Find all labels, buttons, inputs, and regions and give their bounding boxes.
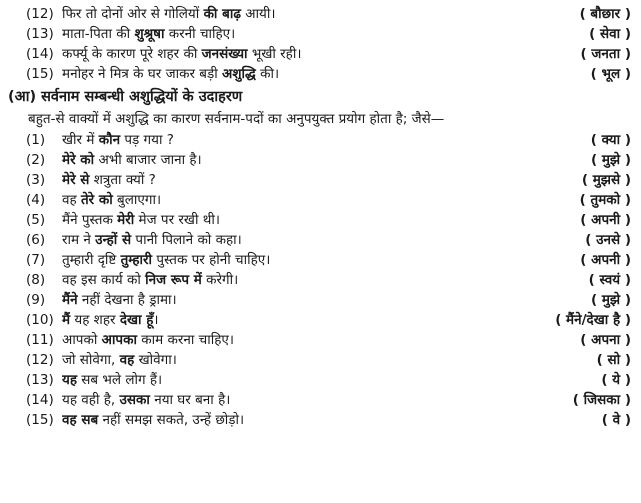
sentence-text: भूखी रही।: [247, 46, 302, 62]
correct-answer: ( जिसका ): [572, 392, 631, 408]
example-row: [8, 230, 631, 250]
example-sentence: [62, 330, 580, 350]
sentence-text: अभी बाजार जाना है।: [94, 152, 202, 168]
example-number: (15): [26, 66, 54, 82]
sentence-text: सब भले लोग हैं।: [77, 372, 163, 388]
incorrect-word: वह सब: [62, 412, 99, 428]
top-example-list: [8, 4, 631, 84]
example-number: (2): [26, 152, 46, 168]
example-row: [8, 64, 631, 84]
section-heading: (आ) सर्वनाम सम्बन्धी अशुद्धियों के उदाहरण: [8, 89, 243, 105]
sentence-text: नहीं समझ सकते, उन्हें छोड़ो।: [98, 412, 245, 428]
incorrect-word: वह: [119, 352, 135, 368]
example-sentence: [62, 150, 591, 170]
sentence-text: वह: [62, 192, 81, 208]
sentence-text: कर्फ्यू के कारण पूरे शहर की: [62, 46, 202, 62]
sentence-text: मनोहर ने मित्र के घर जाकर बड़ी: [62, 66, 223, 82]
example-number: (4): [26, 192, 46, 208]
example-number: (11): [26, 332, 54, 348]
example-row: [8, 250, 631, 270]
correct-answer: ( क्या ): [590, 132, 631, 148]
incorrect-word: तुम्हारी: [120, 252, 153, 268]
sentence-text: फिर तो दोनों ओर से गोलियों: [62, 6, 204, 22]
example-number: (7): [26, 252, 46, 268]
sentence-text: आयी।: [240, 6, 276, 22]
example-sentence: [62, 410, 602, 430]
example-number: (12): [26, 352, 54, 368]
sentence-text: नया घर बना है।: [149, 392, 231, 408]
sentence-text: मैंने पुस्तक: [62, 212, 118, 228]
sentence-text: ।: [153, 312, 159, 328]
example-sentence: [62, 390, 573, 410]
correct-answer: ( बौछार ): [579, 6, 631, 22]
example-row: [8, 150, 631, 170]
example-number: (13): [26, 372, 54, 388]
example-number: (9): [26, 292, 46, 308]
sentence-text: पानी पिलाने को कहा।: [131, 232, 242, 248]
sentence-text: करेगी।: [201, 272, 239, 288]
sentence-text: करनी चाहिए।: [164, 26, 236, 42]
correct-answer: ( जनता ): [580, 46, 631, 62]
correct-answer: ( तुमको ): [579, 192, 631, 208]
incorrect-word: तेरे को: [80, 192, 113, 208]
sentence-text: मेज पर रखी थी।: [134, 212, 220, 228]
incorrect-word: मेरे को: [62, 152, 95, 168]
example-sentence: [62, 350, 597, 370]
correct-answer: ( वे ): [601, 412, 631, 428]
example-number: (14): [26, 392, 54, 408]
example-sentence: [62, 190, 580, 210]
example-number: (5): [26, 212, 46, 228]
example-sentence: [62, 170, 582, 190]
sentence-text: यह शहर: [70, 312, 120, 328]
correct-answer: ( भूल ): [590, 66, 631, 82]
example-sentence: [62, 230, 585, 250]
sentence-text: माता-पिता की: [62, 26, 135, 42]
example-sentence: [62, 290, 591, 310]
incorrect-word: देखा हूँ: [119, 312, 154, 328]
incorrect-word: उन्हों से: [95, 232, 132, 248]
example-row: [8, 24, 631, 44]
correct-answer: ( ये ): [601, 372, 631, 388]
sentence-text: जो सोवेगा,: [62, 352, 120, 368]
example-number: (1): [26, 132, 46, 148]
example-number: (8): [26, 272, 46, 288]
example-number: (10): [26, 312, 54, 328]
incorrect-word: मेरे से: [62, 172, 90, 188]
correct-answer: ( अपनी ): [580, 212, 631, 228]
correct-answer: ( मुझे ): [590, 152, 631, 168]
intro-paragraph: बहुत-से वाक्यों में अशुद्धि का कारण सर्वनाम-पदों का अनुपयुक्त प्रयोग होता है; जैसे—: [28, 111, 445, 127]
example-sentence: [62, 370, 601, 390]
incorrect-word: आपका: [101, 332, 137, 348]
example-row: [8, 130, 631, 150]
incorrect-word: शुश्रूषा: [134, 26, 165, 42]
sentence-text: नहीं देखना है ड्रामा।: [77, 292, 177, 308]
sentence-text: की।: [255, 66, 280, 82]
example-row: [8, 310, 631, 330]
sentence-text: शत्रुता क्यों ?: [89, 172, 156, 188]
pronoun-example-list: [8, 130, 631, 430]
example-sentence: [62, 250, 580, 270]
example-row: [8, 44, 631, 64]
incorrect-word: उसका: [119, 392, 150, 408]
incorrect-word: निज रूप में: [145, 272, 202, 288]
correct-answer: ( उनसे ): [585, 232, 631, 248]
sentence-text: पुस्तक पर होनी चाहिए।: [152, 252, 271, 268]
example-row: [8, 170, 631, 190]
example-row: [8, 350, 631, 370]
sentence-text: यह वही है,: [62, 392, 120, 408]
example-sentence: [62, 24, 589, 44]
correct-answer: ( सेवा ): [589, 26, 631, 42]
incorrect-word: की बाढ़: [203, 6, 241, 22]
sentence-text: खीर में: [62, 132, 99, 148]
sentence-text: तुम्हारी दृष्टि: [62, 252, 121, 268]
sentence-text: काम करना चाहिए।: [136, 332, 234, 348]
example-row: [8, 4, 631, 24]
example-row: [8, 410, 631, 430]
example-sentence: [62, 310, 555, 330]
example-row: [8, 270, 631, 290]
incorrect-word: मैं: [62, 312, 71, 328]
correct-answer: ( मुझसे ): [581, 172, 631, 188]
sentence-text: खोवेगा।: [134, 352, 177, 368]
example-row: [8, 390, 631, 410]
correct-answer: ( सो ): [596, 352, 631, 368]
incorrect-word: जनसंख्या: [201, 46, 248, 62]
correct-answer: ( मुझे ): [590, 292, 631, 308]
example-number: (15): [26, 412, 54, 428]
example-sentence: [62, 4, 580, 24]
correct-answer: ( अपना ): [580, 332, 631, 348]
example-number: (12): [26, 6, 54, 22]
example-sentence: [62, 64, 591, 84]
example-sentence: [62, 130, 591, 150]
example-sentence: [62, 44, 581, 64]
incorrect-word: यह: [62, 372, 77, 388]
example-row: [8, 330, 631, 350]
sentence-text: बुलाएगा।: [112, 192, 162, 208]
example-row: [8, 190, 631, 210]
example-row: [8, 290, 631, 310]
sentence-text: वह इस कार्य को: [62, 272, 146, 288]
incorrect-word: मैंने: [62, 292, 78, 308]
correct-answer: ( स्वयं ): [588, 272, 631, 288]
example-number: (6): [26, 232, 46, 248]
example-row: [8, 370, 631, 390]
sentence-text: आपको: [62, 332, 102, 348]
example-number: (3): [26, 172, 46, 188]
example-row: [8, 210, 631, 230]
sentence-text: राम ने: [62, 232, 96, 248]
incorrect-word: मेरी: [117, 212, 135, 228]
example-number: (14): [26, 46, 54, 62]
example-sentence: [62, 210, 580, 230]
incorrect-word: कौन: [98, 132, 121, 148]
sentence-text: पड़ गया ?: [120, 132, 174, 148]
correct-answer: ( अपनी ): [580, 252, 631, 268]
correct-answer: ( मैंने/देखा है ): [555, 312, 631, 328]
example-number: (13): [26, 26, 54, 42]
incorrect-word: अशुद्धि: [222, 66, 256, 82]
example-sentence: [62, 270, 589, 290]
